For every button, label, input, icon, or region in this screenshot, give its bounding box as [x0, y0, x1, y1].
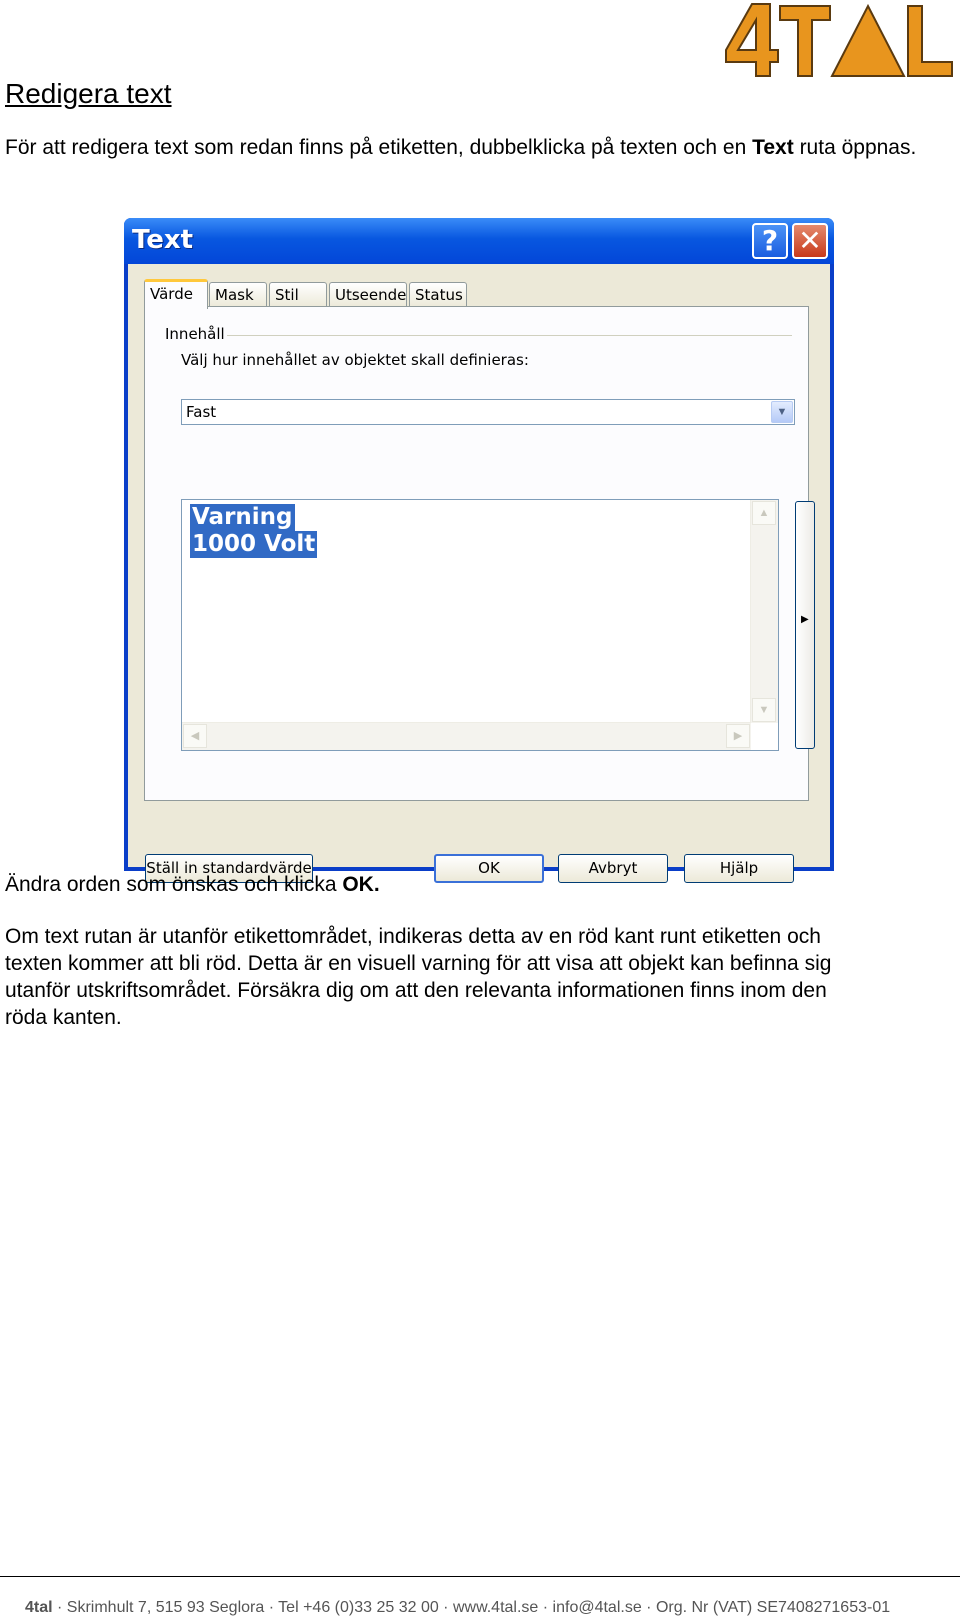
- tab-status[interactable]: Status: [409, 282, 467, 307]
- vertical-scrollbar[interactable]: [750, 500, 778, 723]
- chevron-right-icon[interactable]: ▶: [726, 724, 750, 748]
- editor-line: 1000 Volt: [192, 531, 316, 557]
- editor-content: [190, 504, 317, 558]
- instruction-paragraph: Ändra orden som önskas och klicka OK.: [5, 873, 380, 896]
- chevron-left-icon[interactable]: ◀: [183, 724, 207, 748]
- help-button[interactable]: Hjälp: [684, 854, 794, 883]
- page-title: Redigera text: [5, 78, 172, 109]
- group-divider: [227, 335, 792, 336]
- chevron-up-icon[interactable]: ▲: [752, 501, 776, 525]
- tab-panel: [144, 306, 809, 801]
- horizontal-scrollbar[interactable]: [182, 722, 751, 750]
- warning-paragraph: [5, 923, 945, 1031]
- group-label: Innehåll: [165, 325, 225, 343]
- content-type-select[interactable]: [181, 399, 795, 425]
- intro-paragraph: För att redigera text som redan finns på etiketten, dubbelklicka på texten och en Text ruta öppnas.: [5, 136, 917, 159]
- help-icon[interactable]: ?: [752, 223, 788, 259]
- tab-stil[interactable]: Stil: [269, 282, 327, 307]
- dialog-titlebar: [124, 218, 834, 264]
- close-icon[interactable]: ✕: [792, 223, 828, 259]
- paragraph-line: Om text rutan är utanför etikettområdet, indikeras detta av en röd kant runt etiketten och: [5, 925, 821, 948]
- dialog-title: Text: [132, 225, 194, 255]
- editor-line: Varning: [192, 504, 293, 530]
- company-logo: [724, 2, 956, 80]
- tab-mask[interactable]: Mask: [209, 282, 267, 307]
- paragraph-line: utanför utskriftsområdet. Försäkra dig om att den relevanta informationen finns inom den: [5, 979, 827, 1002]
- triangle-right-icon: ▶: [801, 614, 809, 625]
- expand-button[interactable]: [795, 501, 815, 749]
- paragraph-line: texten kommer att bli röd. Detta är en visuell varning för att visa att objekt kan befinna sig: [5, 952, 832, 975]
- text-dialog: [124, 218, 834, 877]
- text-editor[interactable]: [181, 499, 779, 751]
- chevron-down-icon[interactable]: ▼: [752, 698, 776, 722]
- select-value: Fast: [186, 403, 217, 421]
- set-default-button[interactable]: Ställ in standardvärde: [145, 854, 313, 883]
- footer-divider: [0, 1576, 960, 1577]
- chevron-down-icon[interactable]: ▼: [771, 401, 793, 423]
- ok-button[interactable]: OK: [434, 854, 544, 883]
- dialog-client: [128, 264, 830, 877]
- cancel-button[interactable]: Avbryt: [558, 854, 668, 883]
- page-footer: 4tal · Skrimhult 7, 515 93 Seglora · Tel +46 (0)33 25 32 00 · www.4tal.se · info@4tal.se · Org. Nr (VAT) SE7408271653-01: [25, 1599, 891, 1616]
- tab-varde[interactable]: Värde: [144, 279, 208, 309]
- prompt-label: Välj hur innehållet av objektet skall definieras:: [181, 351, 529, 369]
- paragraph-line: röda kanten.: [5, 1006, 122, 1029]
- tab-utseende[interactable]: Utseende: [329, 282, 407, 307]
